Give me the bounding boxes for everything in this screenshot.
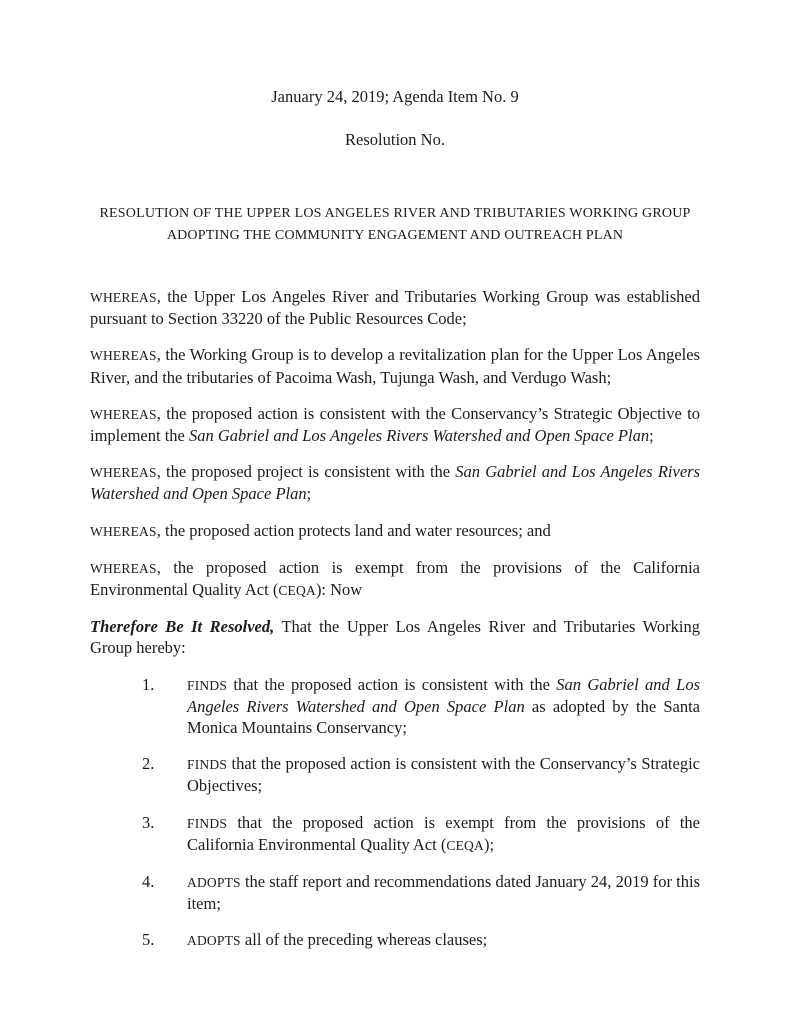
document-title-line-2: ADOPTING THE COMMUNITY ENGAGEMENT AND OUTREACH PLAN — [166, 228, 624, 243]
document-title-line-1: RESOLUTION OF THE UPPER LOS ANGELES RIVER AND TRIBUTARIES WORKING GROUP — [99, 206, 691, 221]
document-body — [90, 286, 700, 952]
list-number: 1. — [142, 674, 155, 694]
list-item-text: ADOPTS the staff report and recommendations dated January 24, 2019 for this item; — [187, 872, 700, 914]
resolved-item-5 — [90, 929, 700, 951]
document-title — [90, 203, 700, 247]
list-item-text: ADOPTS all of the preceding whereas clauses; — [187, 930, 488, 950]
list-item-text: FINDS that the proposed action is consistent with the Conservancy’s Strategic Objectives; — [187, 754, 700, 796]
whereas-paragraph-3: WHEREAS, the proposed action is consistent with the Conservancy’s Strategic Objective to implement the San Gabriel and Los Angeles Rivers Watershed and Open Space Plan; — [90, 403, 700, 446]
whereas-paragraph-2: WHEREAS, the Working Group is to develop a revitalization plan for the Upper Los Angeles River, and the tributaries of Pacoima Wash, Tujunga Wash, and Verdugo Wash; — [90, 345, 700, 387]
resolution-number-line: Resolution No. — [345, 130, 445, 149]
list-item-text: FINDS that the proposed action is consistent with the San Gabriel and Los Angeles Rivers Watershed and Open Space Plan as adopted by the Santa Monica Mountains Conservancy; — [187, 674, 700, 738]
whereas-paragraph-6: WHEREAS, the proposed action is exempt from the provisions of the California Environmental Quality Act (CEQA): Now — [90, 557, 700, 600]
list-number: 3. — [142, 812, 155, 832]
resolved-clause-intro: Therefore Be It Resolved, That the Upper Los Angeles River and Tributaries Working Group hereby: — [90, 617, 700, 658]
list-number: 5. — [142, 930, 155, 950]
list-item-text: FINDS that the proposed action is exempt from the provisions of the California Environmental Quality Act (CEQA); — [187, 812, 700, 854]
resolved-item-4 — [90, 871, 700, 914]
resolved-item-3 — [90, 812, 700, 856]
whereas-paragraph-4: WHEREAS, the proposed project is consistent with the San Gabriel and Los Angeles Rivers Watershed and Open Space Plan; — [90, 462, 700, 504]
resolved-item-2 — [90, 753, 700, 796]
list-number: 2. — [142, 754, 155, 774]
resolved-item-1 — [90, 674, 700, 739]
whereas-paragraph-5: WHEREAS, the proposed action protects land and water resources; and — [90, 520, 551, 540]
date-agenda-line: January 24, 2019; Agenda Item No. 9 — [271, 87, 519, 106]
whereas-paragraph-1: WHEREAS, the Upper Los Angeles River and Tributaries Working Group was established pursuant to Section 33220 of the Public Resources Code; — [90, 287, 700, 329]
list-number: 4. — [142, 872, 155, 892]
